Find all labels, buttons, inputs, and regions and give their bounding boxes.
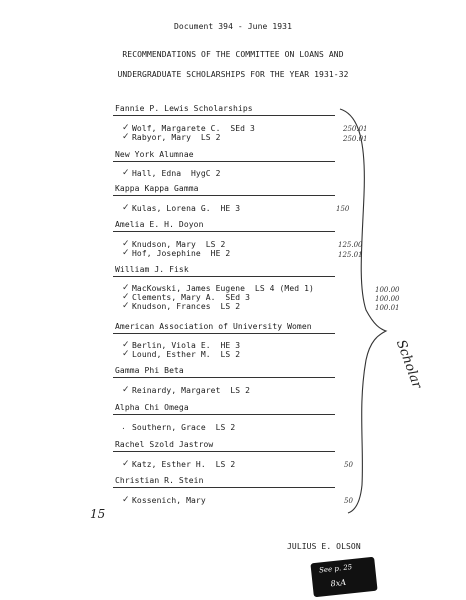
- recipient-entry: Berlin, Viola E. HE 3: [132, 341, 241, 350]
- divider: [113, 195, 335, 196]
- stamp-line-1: See p. 25: [318, 563, 353, 575]
- section-heading: American Association of University Women: [115, 322, 312, 331]
- section-heading: Amelia E. H. Doyon: [115, 220, 204, 229]
- divider: [113, 377, 335, 378]
- section-heading: Alpha Chi Omega: [115, 403, 189, 412]
- document-date-line: Document 394 - June 1931: [174, 22, 292, 31]
- section-heading: New York Alumnae: [115, 150, 194, 159]
- recipient-entry: Kossenich, Mary: [132, 496, 206, 505]
- checkmark-icon: ✓: [122, 248, 130, 258]
- recipient-entry: Knudson, Frances LS 2: [132, 302, 241, 311]
- divider: [113, 115, 335, 116]
- checkmark-icon: ✓: [122, 349, 130, 359]
- award-amount: 100.00: [375, 295, 400, 303]
- checkmark-icon: .: [122, 422, 125, 432]
- checkmark-icon: ✓: [122, 340, 130, 350]
- recipient-entry: Clements, Mary A. SEd 3: [132, 293, 250, 302]
- recipient-entry: Rabyor, Mary LS 2: [132, 133, 221, 142]
- award-amount: 250.01: [343, 125, 368, 133]
- recipient-entry: Hall, Edna HygC 2: [132, 169, 221, 178]
- signature: JULIUS E. OLSON: [287, 542, 361, 551]
- divider: [113, 333, 335, 334]
- recipient-entry: Katz, Esther H. LS 2: [132, 460, 236, 469]
- handwritten-brace: [330, 105, 390, 515]
- checkmark-icon: ✓: [122, 132, 130, 142]
- award-amount: 50: [344, 461, 353, 469]
- checkmark-icon: ✓: [122, 459, 130, 469]
- section-heading: Gamma Phi Beta: [115, 366, 184, 375]
- section-heading: Christian R. Stein: [115, 476, 204, 485]
- reference-stamp: [310, 557, 377, 598]
- recipient-entry: Kulas, Lorena G. HE 3: [132, 204, 241, 213]
- checkmark-icon: ✓: [122, 168, 130, 178]
- award-amount: 100.01: [375, 304, 400, 312]
- recipient-entry: Wolf, Margarete C. SEd 3: [132, 124, 255, 133]
- recipient-entry: Lound, Esther M. LS 2: [132, 350, 241, 359]
- document-title-line-1: RECOMMENDATIONS OF THE COMMITTEE ON LOANS AND: [122, 50, 344, 59]
- recipient-entry: Reinardy, Margaret LS 2: [132, 386, 250, 395]
- award-amount: 100.00: [375, 286, 400, 294]
- award-amount: 125.00: [338, 241, 363, 249]
- section-heading: Fannie P. Lewis Scholarships: [115, 104, 253, 113]
- award-amount: 150: [336, 205, 350, 213]
- section-heading: Kappa Kappa Gamma: [115, 184, 199, 193]
- award-amount: 50: [344, 497, 353, 505]
- checkmark-icon: ✓: [122, 301, 130, 311]
- checkmark-icon: ✓: [122, 123, 130, 133]
- recipient-entry: Knudson, Mary LS 2: [132, 240, 226, 249]
- checkmark-icon: ✓: [122, 495, 130, 505]
- recipient-entry: Southern, Grace LS 2: [132, 423, 236, 432]
- checkmark-icon: ✓: [122, 203, 130, 213]
- divider: [113, 231, 335, 232]
- award-amount: 250.01: [343, 135, 368, 143]
- stamp-line-2: 8xA: [330, 577, 347, 589]
- checkmark-icon: ✓: [122, 385, 130, 395]
- award-amount: 125.01: [338, 251, 363, 259]
- checkmark-icon: ✓: [122, 283, 130, 293]
- divider: [113, 161, 335, 162]
- margin-note: Scholar: [392, 338, 425, 391]
- page-mark: 15: [90, 507, 106, 521]
- section-heading: William J. Fisk: [115, 265, 189, 274]
- divider: [113, 487, 335, 488]
- divider: [113, 414, 335, 415]
- divider: [113, 276, 335, 277]
- recipient-entry: Hof, Josephine HE 2: [132, 249, 231, 258]
- recipient-entry: MacKowski, James Eugene LS 4 (Med 1): [132, 284, 314, 293]
- document-title-line-2: UNDERGRADUATE SCHOLARSHIPS FOR THE YEAR 1931-32: [117, 70, 349, 79]
- section-heading: Rachel Szold Jastrow: [115, 440, 214, 449]
- checkmark-icon: ✓: [122, 239, 130, 249]
- checkmark-icon: ✓: [122, 292, 130, 302]
- divider: [113, 451, 335, 452]
